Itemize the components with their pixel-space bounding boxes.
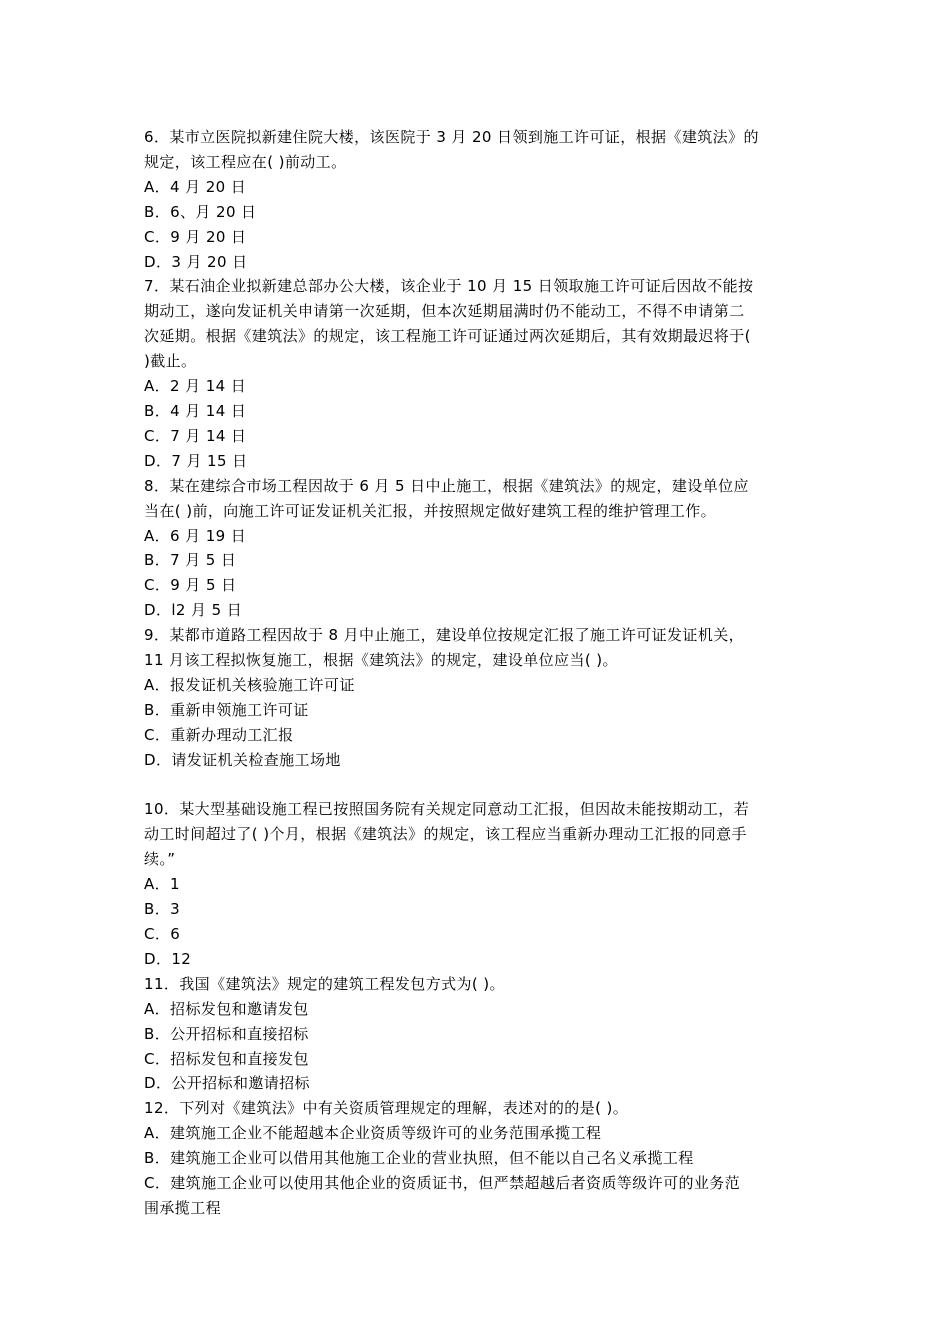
text-line: 8．某在建综合市场工程因故于 6 月 5 日中止施工，根据《建筑法》的规定，建设单位应 <box>144 476 749 495</box>
text-line: 9．某都市道路工程因故于 8 月中止施工，建设单位按规定汇报了施工许可证发证机关， <box>144 626 745 645</box>
document-page <box>144 125 816 1221</box>
option-line: B．3 <box>144 900 181 919</box>
text-line: 次延期。根据《建筑法》的规定，该工程施工许可证通过两次延期后，其有效期最迟将于( <box>144 327 751 346</box>
option-line: B．建筑施工企业可以借用其他施工企业的营业执照，但不能以自己名义承揽工程 <box>144 1149 694 1168</box>
option-line: D．请发证机关检查施工场地 <box>144 750 341 769</box>
option-line: C．9 月 5 日 <box>144 576 237 595</box>
option-line: A．报发证机关核验施工许可证 <box>144 675 355 694</box>
option-line: B．4 月 14 日 <box>144 401 247 420</box>
option-line: B．7 月 5 日 <box>144 551 237 570</box>
text-line: 当在( )前，向施工许可证发证机关汇报，并按照规定做好建筑工程的维护管理工作。 <box>144 501 717 520</box>
text-line: 11．我国《建筑法》规定的建筑工程发包方式为( )。 <box>144 974 505 993</box>
text-line: 6．某市立医院拟新建住院大楼，该医院于 3 月 20 日领到施工许可证，根据《建筑法》的 <box>144 128 759 146</box>
option-line: 围承揽工程 <box>144 1198 222 1217</box>
text-line: 规定，该工程应在( )前动工。 <box>144 152 347 171</box>
text-line: 动工时间超过了( )个月，根据《建筑法》的规定，该工程应当重新办理动工汇报的同意手 <box>144 825 747 844</box>
text-line: 11 月该工程拟恢复施工，根据《建筑法》的规定，建设单位应当( )。 <box>144 651 618 670</box>
text-line: 10．某大型基础设施工程已按照国务院有关规定同意动工汇报，但因故未能按期动工，若 <box>144 800 750 819</box>
option-line: C．建筑施工企业可以使用其他企业的资质证书，但严禁超越后者资质等级许可的业务范 <box>144 1174 741 1193</box>
text-line: 7．某石油企业拟新建总部办公大楼，该企业于 10 月 15 日领取施工许可证后因故不能按 <box>144 277 754 296</box>
text-line: 12．下列对《建筑法》中有关资质管理规定的理解，表述对的的是( )。 <box>144 1099 629 1118</box>
option-line: A．招标发包和邀请发包 <box>144 999 309 1018</box>
option-line: A．4 月 20 日 <box>144 177 247 196</box>
text-line: 续。” <box>144 850 176 869</box>
option-line: B．公开招标和直接招标 <box>144 1024 309 1043</box>
option-line: D．12 <box>144 949 192 968</box>
option-line: B．6、月 20 日 <box>144 202 257 221</box>
option-line: A．2 月 14 日 <box>144 377 247 396</box>
option-line: A．建筑施工企业不能超越本企业资质等级许可的业务范围承揽工程 <box>144 1124 602 1143</box>
option-line: C．6 <box>144 924 181 943</box>
option-line: C．招标发包和直接发包 <box>144 1049 309 1068</box>
text-line: )截止。 <box>144 352 197 371</box>
option-line: C．7 月 14 日 <box>144 426 247 445</box>
option-line: D．7 月 15 日 <box>144 451 248 470</box>
option-line: A．6 月 19 日 <box>144 526 247 545</box>
option-line: A．1 <box>144 875 181 894</box>
option-line: D．公开招标和邀请招标 <box>144 1074 310 1093</box>
option-line: D．l2 月 5 日 <box>144 601 243 620</box>
option-line: C．重新办理动工汇报 <box>144 725 294 744</box>
option-line: D．3 月 20 日 <box>144 252 248 271</box>
text-line: 期动工，遂向发证机关申请第一次延期，但本次延期届满时仍不能动工，不得不申请第二 <box>144 302 745 321</box>
blank-line <box>144 773 816 798</box>
option-line: C．9 月 20 日 <box>144 227 247 246</box>
option-line: B．重新申领施工许可证 <box>144 700 309 719</box>
